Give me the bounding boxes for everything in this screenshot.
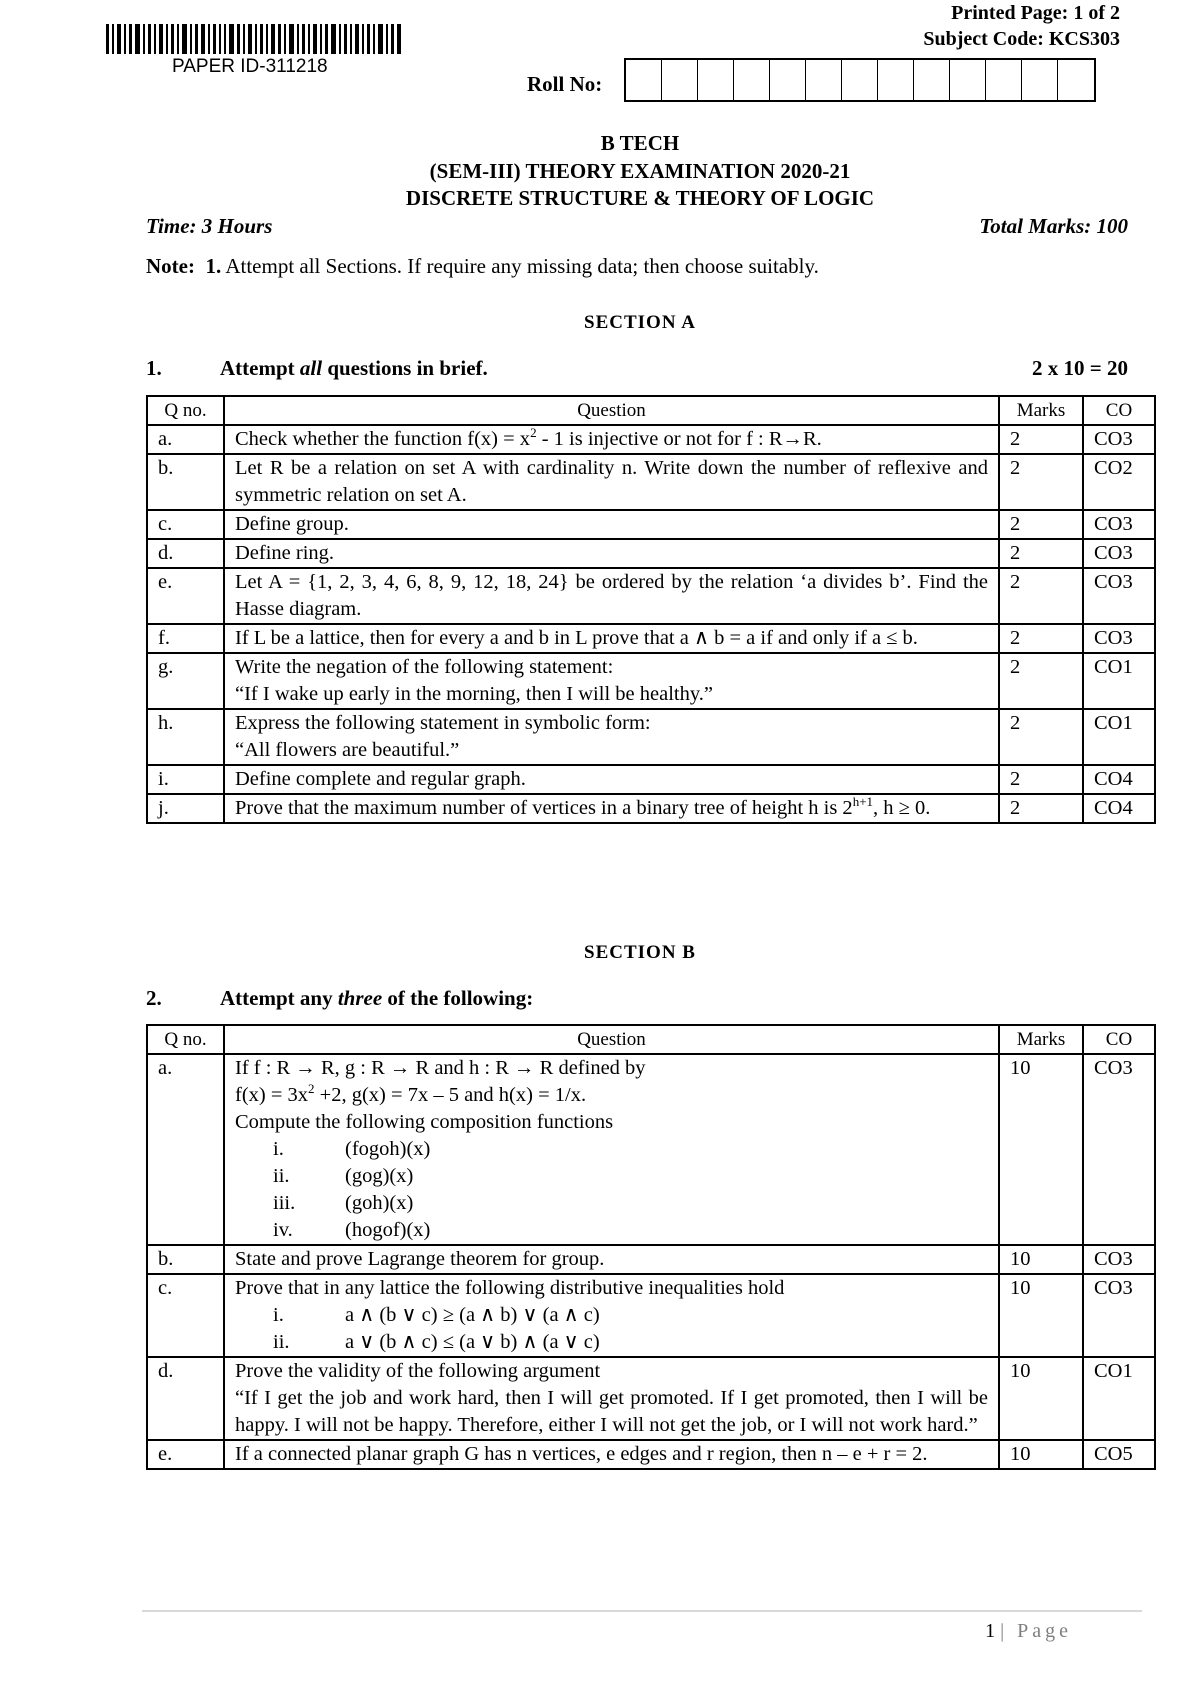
- q-no: h.: [147, 709, 224, 765]
- table-row: [147, 1440, 1155, 1469]
- table-row: [147, 794, 1155, 823]
- q-text: Prove the validity of the following argument “If I get the job and work hard, then I will get promoted. If I get promoted, then I will be happy. I will not be happy. Therefore, either I will not get the job, or I will not work hard.”: [224, 1357, 999, 1440]
- q-co: CO3: [1083, 510, 1155, 539]
- q-text: Prove that in any lattice the following distributive inequalities hold i. a ∧ (b ∨ c) ≥ (a ∧ b) ∨ (a ∧ c) ii. a ∨ (b ∧ c) ≤ (a ∨ b) ∧ (a ∨ c): [224, 1274, 999, 1357]
- table-header-row: [147, 396, 1155, 425]
- table-row: [147, 454, 1155, 510]
- q-no: c.: [147, 510, 224, 539]
- col-header-co: CO: [1083, 1025, 1155, 1054]
- section-b-table: [146, 1024, 1156, 1470]
- roll-number-boxes: [624, 58, 1096, 102]
- q-marks: 2: [999, 624, 1083, 653]
- q-co: CO3: [1083, 1245, 1155, 1274]
- q-text: Check whether the function $f(x) = x^2 - 1$ is injective or not for f : R→R.: [224, 425, 999, 454]
- q-marks: 10: [999, 1245, 1083, 1274]
- q-co: CO4: [1083, 765, 1155, 794]
- table-row: [147, 510, 1155, 539]
- q-no: e.: [147, 568, 224, 624]
- table-row: [147, 624, 1155, 653]
- q-no: g.: [147, 653, 224, 709]
- page-number: 1: [985, 1620, 996, 1642]
- sub-item: ii. (gog)(x): [273, 1165, 414, 1187]
- q-marks: 2: [999, 425, 1083, 454]
- sub-item: ii. a ∨ (b ∧ c) ≤ (a ∨ b) ∧ (a ∨ c): [273, 1331, 600, 1353]
- q-co: CO3: [1083, 624, 1155, 653]
- q-marks: 2: [999, 454, 1083, 510]
- section-b-title: SECTION B: [584, 942, 696, 963]
- q-co: CO3: [1083, 425, 1155, 454]
- sub-item: i. a ∧ (b ∨ c) ≥ (a ∧ b) ∨ (a ∧ c): [273, 1304, 600, 1326]
- q-no: i.: [147, 765, 224, 794]
- sub-item: i. (fogoh)(x): [273, 1138, 431, 1160]
- table-row: [147, 1274, 1155, 1357]
- table-row: [147, 425, 1155, 454]
- table-header-row: [147, 1025, 1155, 1054]
- section-a-title: SECTION A: [584, 312, 696, 333]
- q-no: b.: [147, 454, 224, 510]
- subject-code: Subject Code: KCS303: [923, 28, 1120, 50]
- q-marks: 2: [999, 510, 1083, 539]
- q-marks: 2: [999, 539, 1083, 568]
- page-footer: [985, 1620, 1072, 1643]
- q-no: a.: [147, 1054, 224, 1245]
- col-header-question: Question: [224, 396, 999, 425]
- q-no: d.: [147, 539, 224, 568]
- q-no: b.: [147, 1245, 224, 1274]
- question-2-number: 2.: [146, 986, 162, 1010]
- q-no: a.: [147, 425, 224, 454]
- q-marks: 2: [999, 653, 1083, 709]
- q-co: CO1: [1083, 709, 1155, 765]
- q-text: Define ring.: [224, 539, 999, 568]
- q-text: Express the following statement in symbolic form: “All flowers are beautiful.”: [224, 709, 999, 765]
- q-text: If a connected planar graph G has n vertices, e edges and r region, then n – e + r = 2.: [224, 1440, 999, 1469]
- col-header-marks: Marks: [999, 1025, 1083, 1054]
- q-co: CO4: [1083, 794, 1155, 823]
- q-marks: 10: [999, 1357, 1083, 1440]
- col-header-co: CO: [1083, 396, 1155, 425]
- q-no: j.: [147, 794, 224, 823]
- q-text: If f : R → R, g : R → R and h : R → R defined by $f(x) = 3x^2 +2$, g(x) = 7x – 5 and h(x) = 1/x. Compute the following composition functions i. (fogoh)(x) ii. (gog)(x) iii. (goh)(x) iv. (hogof)(x): [224, 1054, 999, 1245]
- table-row: [147, 653, 1155, 709]
- degree-title: B TECH: [600, 131, 680, 155]
- section-a-table: [146, 395, 1156, 824]
- paper-id: PAPER ID-311218: [172, 56, 328, 77]
- q-co: CO1: [1083, 1357, 1155, 1440]
- col-header-qno: Q no.: [147, 1025, 224, 1054]
- q-marks: 10: [999, 1054, 1083, 1245]
- table-row: [147, 765, 1155, 794]
- table-row: [147, 1245, 1155, 1274]
- q-text: Write the negation of the following statement: “If I wake up early in the morning, then I will be healthy.”: [224, 653, 999, 709]
- q-co: CO3: [1083, 1054, 1155, 1245]
- q-text: State and prove Lagrange theorem for group.: [224, 1245, 999, 1274]
- table-row: [147, 1357, 1155, 1440]
- q-text: Define group.: [224, 510, 999, 539]
- exam-title: (SEM-III) THEORY EXAMINATION 2020-21: [429, 159, 851, 183]
- subject-title: DISCRETE STRUCTURE & THEORY OF LOGIC: [405, 186, 875, 210]
- col-header-question: Question: [224, 1025, 999, 1054]
- q-co: CO3: [1083, 1274, 1155, 1357]
- q-marks: 2: [999, 794, 1083, 823]
- sub-item: iv. (hogof)(x): [273, 1219, 431, 1241]
- q-marks: 10: [999, 1274, 1083, 1357]
- page-label: | Page: [1000, 1620, 1072, 1642]
- q-marks: 10: [999, 1440, 1083, 1469]
- question-1-marks: 2 x 10 = 20: [1032, 356, 1128, 380]
- q-text: Let A = {1, 2, 3, 4, 6, 8, 9, 12, 18, 24} be ordered by the relation ‘a divides b’. Find the Hasse diagram.: [224, 568, 999, 624]
- table-row: [147, 539, 1155, 568]
- q-co: CO3: [1083, 568, 1155, 624]
- q-marks: 2: [999, 568, 1083, 624]
- footer-divider: [142, 1610, 1142, 1612]
- exam-note: Note: 1. Attempt all Sections. If require any missing data; then choose suitably.: [146, 254, 819, 278]
- q-co: CO2: [1083, 454, 1155, 510]
- q-no: f.: [147, 624, 224, 653]
- col-header-marks: Marks: [999, 396, 1083, 425]
- q-no: c.: [147, 1274, 224, 1357]
- table-row: [147, 709, 1155, 765]
- question-2-instruction: Attempt any three of the following:: [220, 986, 534, 1010]
- sub-item: iii. (goh)(x): [273, 1192, 414, 1214]
- question-1-instruction: Attempt all questions in brief.: [220, 356, 488, 380]
- q-co: CO3: [1083, 539, 1155, 568]
- q-co: CO5: [1083, 1440, 1155, 1469]
- q-text: If L be a lattice, then for every a and b in L prove that a ∧ b = a if and only if a ≤ b.: [224, 624, 999, 653]
- time-allowed: Time: 3 Hours: [146, 214, 273, 238]
- roll-number-label: Roll No:: [527, 72, 603, 96]
- col-header-qno: Q no.: [147, 396, 224, 425]
- q-marks: 2: [999, 765, 1083, 794]
- q-no: e.: [147, 1440, 224, 1469]
- table-row: [147, 1054, 1155, 1245]
- q-marks: 2: [999, 709, 1083, 765]
- table-row: [147, 568, 1155, 624]
- q-no: d.: [147, 1357, 224, 1440]
- printed-page: Printed Page: 1 of 2: [951, 2, 1120, 24]
- q-co: CO1: [1083, 653, 1155, 709]
- question-1-number: 1.: [146, 356, 162, 380]
- barcode: [106, 24, 462, 54]
- q-text: Define complete and regular graph.: [224, 765, 999, 794]
- q-text: Prove that the maximum number of vertices in a binary tree of height h is $2^{h+1}$, h ≥ 0.: [224, 794, 999, 823]
- q-text: Let R be a relation on set A with cardinality n. Write down the number of reflexive and symmetric relation on set A.: [224, 454, 999, 510]
- total-marks: Total Marks: 100: [979, 214, 1128, 238]
